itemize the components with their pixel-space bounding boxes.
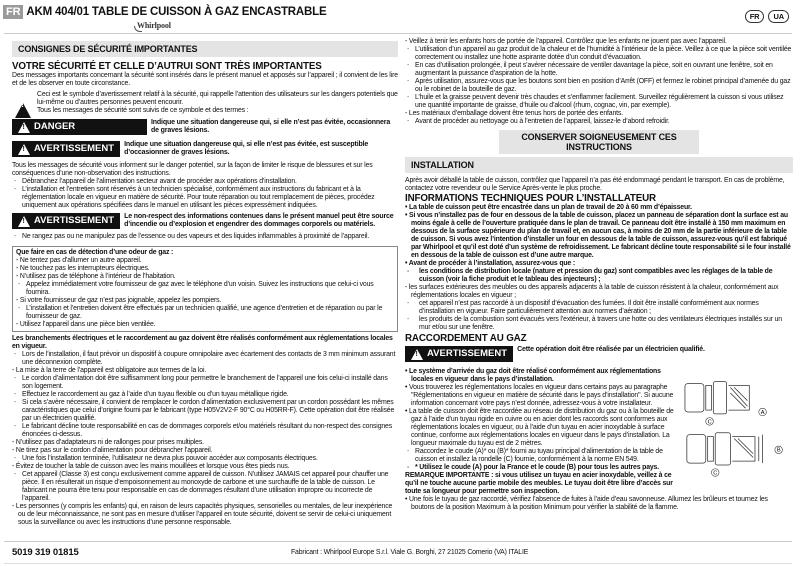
gas-box-list bbox=[16, 257, 394, 329]
list-item: - Après utilisation, assurez-vous que les boutons sont bien en position d’Arrêt (OFF) et fermez le robinet principal d’amenée du gaz ou le robinet de la bouteille de gaz. bbox=[405, 78, 793, 94]
gas-warning-notice bbox=[405, 346, 793, 362]
electrical-list bbox=[12, 351, 398, 527]
symbol-text-2: Tous les messages de sécurité sont suivis de ce symbole et des termes : bbox=[37, 107, 249, 114]
section-title: CONSIGNES DE SÉCURITÉ IMPORTANTES bbox=[12, 41, 398, 57]
warning-notice bbox=[12, 141, 398, 157]
list-item: - Avant de procéder au nettoyage ou à l’entretien de l’appareil, laissez-le d’abord refroidir. bbox=[405, 118, 793, 126]
danger-notice bbox=[12, 119, 398, 135]
warning-label: ! AVERTISSEMENT bbox=[405, 346, 513, 362]
list-item: REMARQUE IMPORTANTE : si vous utilisez un tuyau en acier inoxydable, veillez à ce qu’il ne touche aucune partie mobile des meubles. Le tuyau doit être libre d’accès sur toute sa longueur pour permettre son inspection. bbox=[405, 472, 673, 495]
list-item: - Ne touchez pas les interrupteurs électriques. bbox=[16, 265, 150, 272]
divider bbox=[4, 33, 792, 34]
document-title: AKM 404/01 TABLE DE CUISSON À GAZ ENCASTRABLE bbox=[26, 5, 327, 18]
gas-odor-box bbox=[12, 246, 398, 332]
danger-label: ! DANGER bbox=[12, 119, 147, 135]
label-b: B bbox=[776, 447, 781, 454]
list-item: - En cas d’utilisation prolongée, il peut s’avérer nécessaire de ventiler davantage la pièce, soit en ouvrant une fenêtre, soit en augmentant la puissance d’aspiration de la hotte. bbox=[405, 62, 793, 78]
left-column bbox=[12, 41, 398, 527]
list-item: • Une fois le tuyau de gaz raccordé, vérifiez l’absence de fuites à l’aide d’eau savonneuse. Allumez les brûleurs et tournez les boutons de la position Maximum à la position Minimum pour vérifier la stabilité de la flamme. bbox=[405, 496, 768, 511]
list-item: • La table de cuisson doit être raccordée au réseau de distribution du gaz ou à la bouteille de gaz à l’aide d’un tuyau rigide en cuivre ou en acier dont les raccords sont conformes aux réglementations locales en vigueur, ou à l’aide d’un tuyau en acier inoxydable à surface continue, conforme aux réglementations locales en vigueur dans le pays d’installation. La longueur maximale du tuyau est de 2 mètres. bbox=[405, 408, 674, 447]
list-item: • Avant de procéder à l’installation, assurez-vous que : bbox=[405, 260, 576, 267]
list-item: - les conditions de distribution locale (nature et pression du gaz) sont compatibles avec les réglages de la table de cuisson (voir la fiche produit et le tableau des injecteurs) ; bbox=[405, 268, 793, 284]
footer-divider bbox=[4, 541, 792, 542]
list-item: - Débranchez l’appareil de l’alimentation secteur avant de procéder aux opérations d’installation. bbox=[12, 178, 398, 186]
safety-list bbox=[12, 178, 398, 210]
electrical-title: Les branchements électriques et le raccordement au gaz doivent être réalisés conformément aux réglementations locales en vigueur. bbox=[12, 335, 393, 350]
gas-connection-list bbox=[405, 368, 793, 512]
list-item: - Évitez de toucher la table de cuisson avec les mains mouillées et lorsque vous êtes pieds nus. bbox=[12, 463, 290, 470]
danger-text: Indique une situation dangereuse qui, si elle n’est pas évitée, occasionnera de graves lésions. bbox=[151, 119, 391, 134]
list-item: - Effectuez le raccordement au gaz à l’aide d’un tuyau flexible ou d’un tuyau métallique rigide. bbox=[12, 391, 398, 399]
gas-box-title: Que faire en cas de détection d’une odeur de gaz : bbox=[16, 249, 174, 256]
list-item: - Appelez immédiatement votre fournisseur de gaz avec le téléphone d’un voisin. Suivez les instructions que celui-ci vous fournira. bbox=[16, 281, 394, 297]
warning-text: Cette opération doit être réalisée par un électricien qualifié. bbox=[517, 346, 705, 353]
warning-notice-2 bbox=[12, 213, 398, 229]
list-item: - Veillez à tenir les enfants hors de portée de l’appareil. Contrôlez que les enfants ne jouent pas avec l’appareil. bbox=[405, 38, 727, 45]
list-item: - Cet appareil (Classe 3) est conçu exclusivement comme appareil de cuisson. N’utilisez JAMAIS cet appareil pour chauffer une pièce. Il en résulterait un risque d’empoisonnement au monoxyde de carbone et une surchauffe de la table de cuisson. Le fabricant ne pourra être tenu pour responsable en cas de dommages résultant d’une utilisation impropre ou incorrecte de l’appareil. bbox=[12, 471, 398, 503]
warning-label: ! AVERTISSEMENT bbox=[12, 213, 120, 229]
list-item: - Le cordon d’alimentation doit être suffisamment long pour permettre le branchement de l’appareil une fois celui-ci installé dans son logement. bbox=[12, 375, 398, 391]
warning-icon bbox=[411, 349, 423, 360]
manufacturer-address: Fabricant : Whirlpool Europe S.r.l. Viale G. Borghi, 27 21025 Comerio (VA) ITALIE bbox=[291, 549, 529, 556]
list-item: - Ne tentez pas d’allumer un autre appareil. bbox=[16, 257, 142, 264]
list-item: - Raccordez le coude (A)* ou (B)* fourni au tuyau principal d’alimentation de la table de cuisson et installez la rondelle (C) fournie, conformément à la norme EN 549. bbox=[405, 448, 793, 464]
warning-icon bbox=[18, 216, 30, 227]
keep-instructions-banner: CONSERVER SOIGNEUSEMENT CES INSTRUCTIONS bbox=[499, 130, 699, 154]
list-item: • Vous trouverez les réglementations locales en vigueur dans certains pays au paragraphe "Réglementations en vigueur en matière de sécurité dans le pays d’installation". Si aucune information concernant votre pays n’est donnée, adressez-vous à votre installateur. bbox=[405, 384, 674, 407]
language-list bbox=[745, 10, 789, 23]
installation-title: INSTALLATION bbox=[405, 157, 793, 173]
installation-intro: Après avoir déballé la table de cuisson, contrôlez que l’appareil n’a pas été endommagé pendant le transport. En cas de problème, contactez votre revendeur ou le Service Après-vente le plus proche. bbox=[405, 177, 785, 192]
tech-info-title: INFORMATIONS TECHNIQUES POUR L’INSTALLATEUR bbox=[405, 193, 656, 204]
fuel-list bbox=[12, 233, 398, 241]
footer-divider-2 bbox=[4, 563, 792, 564]
symbol-explanation bbox=[12, 91, 398, 115]
label-c-2: C bbox=[713, 470, 718, 477]
list-item: - Ne tirez pas sur le cordon d’alimentation pour débrancher l’appareil. bbox=[12, 447, 213, 454]
brand-swoosh-icon bbox=[134, 26, 142, 32]
label-c: C bbox=[707, 419, 712, 426]
language-badge: FR bbox=[3, 5, 23, 19]
list-item: - L’installation et l’entretien sont réservés à un technicien spécialisé, conformément aux instructions du fabricant et à la réglementation locale en vigueur en matière de sécurité. Pour toute réparation ou tout remplacement de pièces, procédez uniquement aux opérations spécifiées dans le manuel en utilisant les pièces expressément indiquées. bbox=[12, 186, 398, 210]
list-item: - * Utilisez le coude (A) pour la France et le coude (B) pour tous les autres pays. bbox=[405, 464, 793, 472]
warning-icon bbox=[18, 122, 30, 133]
list-item: • Si vous n’installez pas de four en dessous de la table de cuisson, placez un panneau de séparation dont la surface est au moins égale à celle de l’ouverture pratiquée dans le plan de travail. Ce panneau doit être installé à 150 mm maximum en dessous de la surface supérieure du plan de travail et, en aucun cas, à moins de 20 mm de la partie inférieure de la table de cuisson. Si vous avez l’intention d’installer un four en dessous de la table de cuisson, assurez-vous qu’il est fabriqué par Whirlpool et qu’il est doté d’un système de refroidissement. Le fabricant décline toute responsabilité si le four installé en dessous de la table de cuisson est d’une autre marque. bbox=[405, 212, 791, 259]
list-item: - L’installation et l’entretien doivent être effectués par un technicien qualifié, une agence d’entretien et de réparation ou par le fournisseur de gaz. bbox=[16, 305, 394, 321]
intro-text: Des messages importants concernant la sécurité sont insérés dans le présent manuel et apposés sur l’appareil ; il convient de les lire et de les observer en toute circonstance. bbox=[12, 72, 398, 87]
warning-text: Indique une situation dangereuse qui, si elle n’est pas évitée, est susceptible d’occasionner de graves lésions. bbox=[124, 141, 369, 156]
gas-connection-title: RACCORDEMENT AU GAZ bbox=[405, 333, 527, 344]
list-item: - L’huile et la graisse peuvent devenir très chaudes et s’enflammer facilement. Surveillez régulièrement la cuisson si vous utilisez une quantité importante de graisse, d’huile ou d’alcool (rhum, cognac, vin, par exemple). bbox=[405, 94, 793, 110]
tech-info-list bbox=[405, 204, 793, 332]
list-item: • Le système d’arrivée du gaz doit être réalisé conformément aux réglementations locales en vigueur dans le pays d’installation. bbox=[405, 368, 661, 383]
list-item: - Si cela s’avère nécessaire, il convient de remplacer le cordon d’alimentation exclusivement par un cordon possédant les mêmes caractéristiques que celui d’origine fourni par le fabricant (type H05V2V2-F 90°C ou H05RR-F). Cette opération doit être réalisée par un électricien qualifié. bbox=[12, 399, 398, 423]
document-code: 5019 319 01815 bbox=[12, 547, 79, 558]
language-fr: FR bbox=[745, 10, 765, 23]
language-ua: UA bbox=[768, 10, 789, 23]
list-item: - La mise à la terre de l’appareil est obligatoire aux termes de la loi. bbox=[12, 367, 207, 374]
list-item: - Le fabricant décline toute responsabilité en cas de dommages corporels et/ou matériels résultant du non-respect des consignes énoncées ci-dessus. bbox=[12, 423, 398, 439]
list-item: - Utilisez l’appareil dans une pièce bien ventilée. bbox=[16, 321, 156, 328]
paragraph: Tous les messages de sécurité vous informent sur le danger potentiel, sur la façon de limiter le risque de blessures et sur les conséquences d’une non-observation des instructions. bbox=[12, 162, 373, 177]
list-item: - N’utilisez pas d’adaptateurs ni de rallonges pour prises multiples. bbox=[12, 439, 204, 446]
list-item: - L’utilisation d’un appareil au gaz produit de la chaleur et de l’humidité à l’intérieur de la pièce. Veillez à ce que la pièce soit ventilée correctement ou installez une hotte aspirante dotée d’un conduit d’évacuation. bbox=[405, 46, 793, 62]
list-item: - Une fois l’installation terminée, l’utilisateur ne devra plus pouvoir accéder aux composants électriques. bbox=[12, 455, 398, 463]
list-item: - Les personnes (y compris les enfants) qui, en raison de leurs capacités physiques, sensorielles ou mentales, de leur inexpérience ou de leur méconnaissance, ne sont pas en mesure d’utiliser l’appareil en toute sécurité, doivent se servir de celui-ci uniquement sous la surveillance ou avec les instructions d’une personne responsable. bbox=[12, 503, 393, 526]
subheading: VOTRE SÉCURITÉ ET CELLE D’AUTRUI SONT TRÈS IMPORTANTES bbox=[12, 61, 322, 72]
brand-logo: Whirlpool bbox=[137, 21, 171, 30]
list-item: - Les matériaux d’emballage doivent être tenus hors de portée des enfants. bbox=[405, 110, 623, 117]
warning-text: Le non-respect des informations contenues dans le présent manuel peut être source d’incendie ou d’explosion et engendrer des dommages corporels ou matériels. bbox=[124, 213, 394, 228]
symbol-text: Ceci est le symbole d’avertissement relatif à la sécurité, qui rappelle l’attention des utilisateurs sur les dangers potentiels que lui-même ou d’autres personnes peuvent encourir. bbox=[37, 91, 398, 106]
label-a: A bbox=[760, 409, 765, 416]
list-item: - Ne rangez pas ou ne manipulez pas de l’essence ou des vapeurs et des liquides inflammables à proximité de l’appareil. bbox=[12, 233, 398, 241]
warning-label: ! AVERTISSEMENT bbox=[12, 141, 120, 157]
list-item: - cet appareil n’est pas raccordé à un dispositif d’évacuation des fumées. Il doit être installé conformément aux normes d’installation en vigueur. Faire particulièrement attention aux normes d’aération ; bbox=[405, 300, 793, 316]
list-item: - Si votre fournisseur de gaz n’est pas joignable, appelez les pompiers. bbox=[16, 297, 222, 304]
safety-list-continued bbox=[405, 38, 793, 126]
list-item: - Lors de l’installation, il faut prévoir un dispositif à coupure omnipolaire avec écartement des contacts de 3 mm minimum assurant une déconnexion complète. bbox=[12, 351, 398, 367]
list-item: - N’utilisez pas de téléphone à l’intérieur de l’habitation. bbox=[16, 273, 176, 280]
warning-icon bbox=[18, 144, 30, 155]
list-item: • La table de cuisson peut être encastrée dans un plan de travail de 20 à 60 mm d’épaisseur. bbox=[405, 204, 692, 211]
list-item: - les surfaces extérieures des meubles ou des appareils adjacents à la table de cuisson résistent à la chaleur, conformément aux réglementations locales en vigueur ; bbox=[405, 284, 779, 299]
list-item: - les produits de la combustion sont évacués vers l’extérieur, à travers une hotte ou des ventilateurs électriques installés sur un mur et/ou sur une fenêtre. bbox=[405, 316, 793, 332]
warning-icon bbox=[15, 96, 31, 115]
right-column bbox=[405, 38, 793, 512]
